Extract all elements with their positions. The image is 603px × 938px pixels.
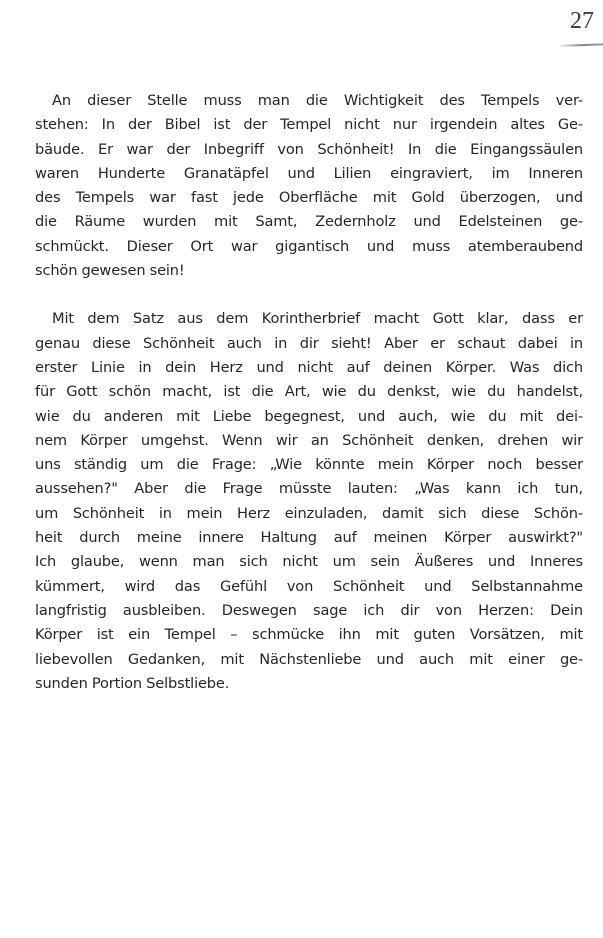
text-line: um Schönheit in mein Herz einzuladen, damit sich diese Schön- [35, 504, 583, 522]
text-line: Mit dem Satz aus dem Korintherbrief macht Gott klar, dass er [52, 310, 583, 328]
text-line: Körper ist ein Tempel – schmücke ihn mit guten Vorsätzen, mit [35, 626, 583, 644]
text-line: für Gott schön macht, ist die Art, wie du denkst, wie du handelst, [35, 383, 583, 401]
text-line: erster Linie in dein Herz und nicht auf deinen Körper. Was dich [35, 358, 583, 376]
text-line: wie du anderen mit Liebe begegnest, und auch, wie du mit dei- [35, 407, 583, 425]
text-line: sunden Portion Selbstliebe. [35, 674, 230, 692]
text-line: nem Körper umgehst. Wenn wir an Schönheit denken, drehen wir [35, 431, 583, 449]
text-line: schmückt. Dieser Ort war gigantisch und muss atemberaubend [35, 237, 583, 255]
paragraph-2 [35, 307, 583, 696]
text-line: uns ständig um die Frage: „Wie könnte mein Körper noch besser [35, 456, 583, 474]
page-number: 27 [570, 8, 594, 34]
text-line: liebevollen Gedanken, mit Nächstenliebe und auch mit einer ge- [35, 650, 583, 668]
text-line: heit durch meine innere Haltung auf meinen Körper auswirkt?" [35, 529, 583, 547]
text-line: die Räume wurden mit Samt, Zedernholz und Edelsteinen ge- [35, 213, 583, 231]
text-line: des Tempels war fast jede Oberfläche mit Gold überzogen, und [35, 189, 583, 207]
text-line: waren Hunderte Granatäpfel und Lilien eingraviert, im Inneren [35, 164, 583, 182]
paragraph-1 [35, 89, 583, 283]
page-number-rule [560, 43, 603, 47]
text-line: schön gewesen sein! [35, 262, 185, 280]
text-line: kümmert, wird das Gefühl von Schönheit und Selbstannahme [35, 577, 583, 595]
text-line: bäude. Er war der Inbegriff von Schönheit! In die Eingangssäulen [35, 140, 583, 158]
text-line: aussehen?" Aber die Frage müsste lauten: „Was kann ich tun, [35, 480, 583, 498]
text-line: stehen: In der Bibel ist der Tempel nicht nur irgendein altes Ge- [35, 116, 583, 134]
text-line: An dieser Stelle muss man die Wichtigkeit des Tempels ver- [52, 92, 583, 109]
text-line: Ich glaube, wenn man sich nicht um sein Äußeres und Inneres [35, 553, 583, 571]
body-text [35, 89, 583, 696]
text-line: langfristig ausbleiben. Deswegen sage ich dir von Herzen: Dein [35, 601, 583, 619]
text-line: genau diese Schönheit auch in dir sieht! Aber er schaut dabei in [35, 334, 583, 352]
